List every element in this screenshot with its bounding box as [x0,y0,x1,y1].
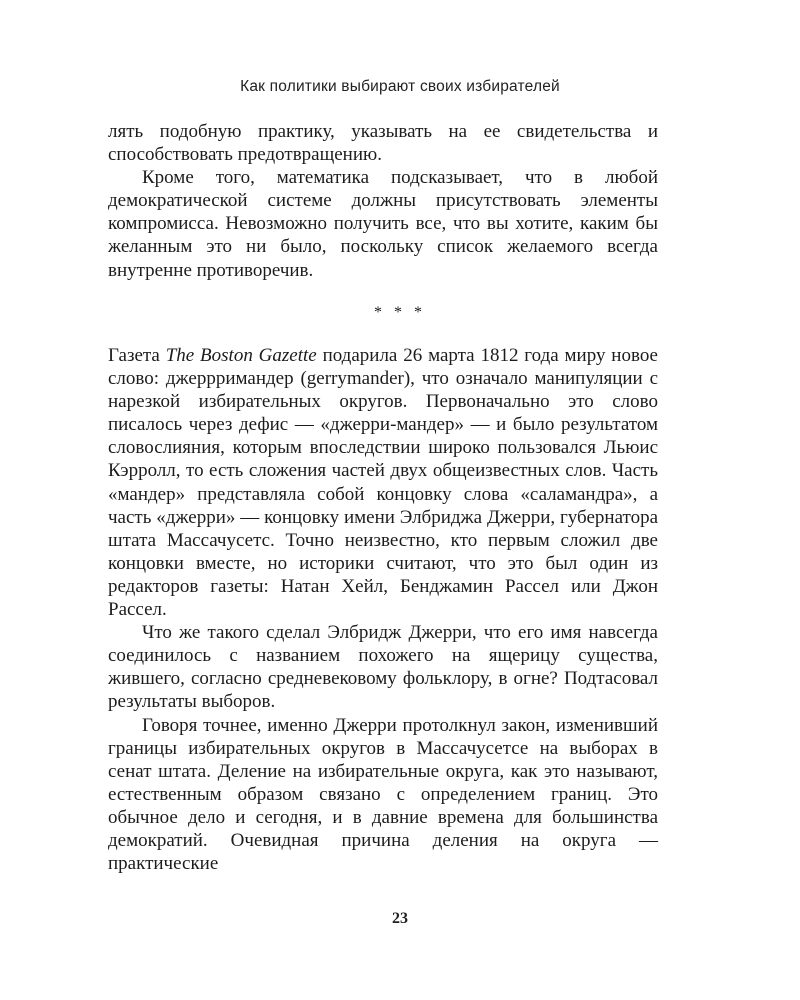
running-head: Как политики выбирают своих избирателей [240,78,560,95]
page-number: 23 [392,910,408,927]
text-block-bottom [108,344,658,875]
paragraph: Кроме того, математика подсказывает, что в любой демократической системе должны присутствовать элементы компромисса. Невозможно получить все, что вы хотите, каким бы желанным это ни было, поскольку список желаемого всегда внутренне противоречив. [108,167,658,281]
text-block-top [108,120,658,282]
paragraph: Говоря точнее, именно Джерри протолкнул закон, изменивший границы избирательных округов в Массачусетсе на выборах в сенат штата. Деление на избирательные округа, как это называют, естественным образом связано с определением границ. Это обычное дело и сегодня, и в давние времена для большинства демократий. Очевидная причина деления на округа — практические [108,714,658,875]
text-run: подарила 26 марта 1812 года миру новое слово: джеррримандер (gerrymander), что означало манипуляции с нарезкой избирательных округов. Первоначально это слово писалось через дефис — «джерри-мандер» — и было результатом словослияния, которым впоследствии широко пользовался Льюис Кэрролл, то есть сложения частей двух общеизвестных слов. Часть «мандер» представляла собой концовку слова «саламандра», а часть «джерри» — концовку имени Элбриджа Джерри, губернатора штата Массачусетс. Точно неизвестно, кто первым сложил две концовки вместе, но историки считают, что это был один из редакторов газеты: Натан Хейл, Бенджамин Рассел или Джон Рассел. [108,345,658,621]
newspaper-title: The Boston Gazette [165,345,317,366]
paragraph: Что же такого сделал Элбридж Джерри, что его имя навсегда соединилось с названием похожего на ящерицу существа, жившего, согласно средневековому фольклору, в огне? Подтасовал результаты выборов. [108,622,658,713]
section-separator: * * * [374,304,426,321]
paragraph-gazette [108,344,658,621]
text-run: Газета [108,345,166,366]
paragraph-continued: лять подобную практику, указывать на ее свидетельства и способствовать предотвращению. [108,121,658,166]
